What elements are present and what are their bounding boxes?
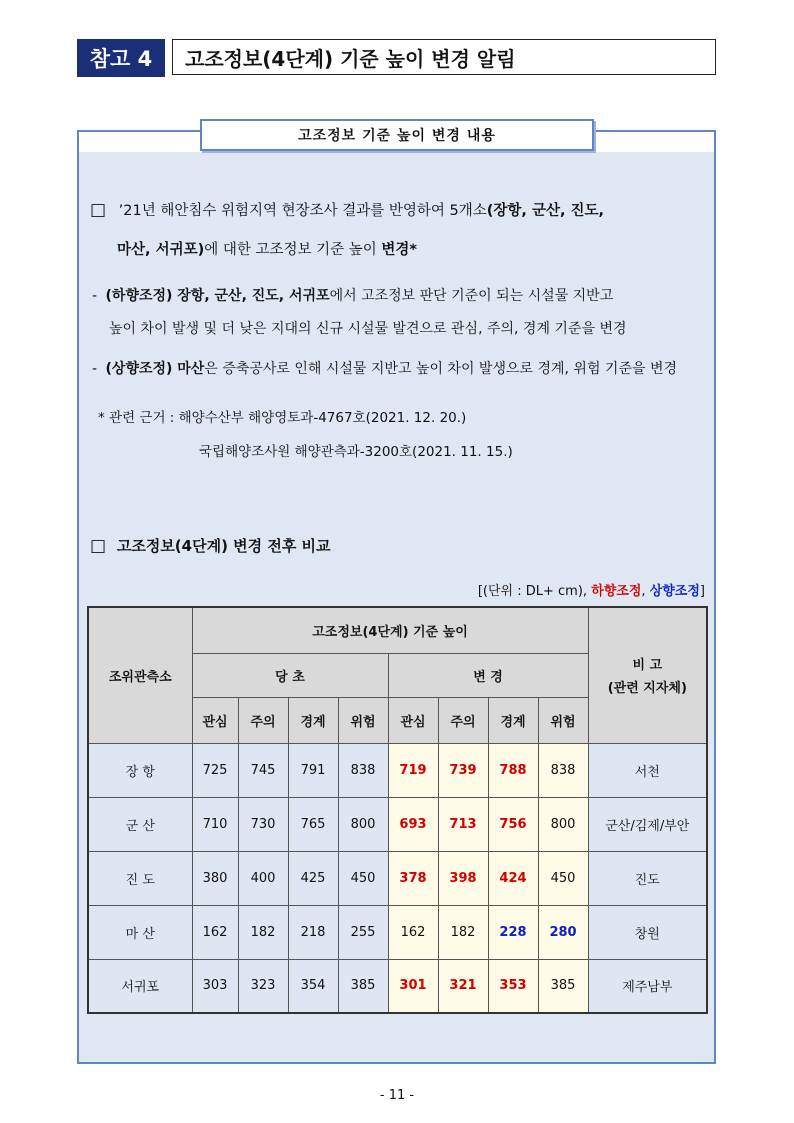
before-value: 800: [338, 797, 388, 851]
header-level: 경계: [488, 697, 538, 743]
panel-heading: 고조정보 기준 높이 변경 내용: [200, 119, 594, 151]
table-row: [88, 743, 707, 797]
paragraph-2-line-1: [92, 285, 613, 305]
note-cell: 제주남부: [588, 959, 707, 1013]
p2-bold: (하향조정) 장항, 군산, 진도, 서귀포: [105, 288, 330, 304]
table-header-row-1: [88, 607, 707, 653]
note-cell: 창원: [588, 905, 707, 959]
header-level: 위험: [538, 697, 588, 743]
after-value: 353: [488, 959, 538, 1013]
checkbox-mark: □: [90, 200, 107, 220]
table-row: [88, 959, 707, 1013]
paragraph-1-line-1: [90, 199, 604, 220]
section-2-title-text: 고조정보(4단계) 변경 전후 비교: [116, 537, 331, 555]
after-value: 162: [388, 905, 438, 959]
before-value: 182: [238, 905, 288, 959]
after-value: 321: [438, 959, 488, 1013]
before-value: 323: [238, 959, 288, 1013]
document-title: 고조정보(4단계) 기준 높이 변경 알림: [172, 39, 716, 75]
p2-line1-text: 에서 고조정보 판단 기준이 되는 시설물 지반고: [329, 288, 614, 304]
before-value: 725: [192, 743, 238, 797]
before-value: 400: [238, 851, 288, 905]
after-value: 693: [388, 797, 438, 851]
after-value: 450: [538, 851, 588, 905]
after-value: 838: [538, 743, 588, 797]
before-value: 162: [192, 905, 238, 959]
after-value: 280: [538, 905, 588, 959]
header-threshold-group: 고조정보(4단계) 기준 높이: [192, 607, 588, 653]
after-value: 228: [488, 905, 538, 959]
before-value: 450: [338, 851, 388, 905]
station-cell: 군 산: [88, 797, 192, 851]
footnote-line-1: * 관련 근거 : 해양수산부 해양영토과-4767호(2021. 12. 20.): [98, 410, 467, 426]
after-value: 756: [488, 797, 538, 851]
comparison-table: [87, 606, 708, 1014]
before-value: 745: [238, 743, 288, 797]
section-2-title: [90, 535, 331, 556]
table-row: [88, 905, 707, 959]
before-value: 765: [288, 797, 338, 851]
station-cell: 서귀포: [88, 959, 192, 1013]
table-row: [88, 797, 707, 851]
header-level: 주의: [238, 697, 288, 743]
station-cell: 마 산: [88, 905, 192, 959]
p3-text: 은 증축공사로 인해 시설물 지반고 높이 차이 발생으로 경계, 위험 기준을 변경: [204, 361, 677, 377]
before-value: 354: [288, 959, 338, 1013]
station-cell: 진 도: [88, 851, 192, 905]
note-cell: 군산/김제/부안: [588, 797, 707, 851]
unit-prefix: [(단위 : DL+ cm),: [477, 584, 592, 599]
paragraph-2-line-2: 높이 차이 발생 및 더 낮은 지대의 신규 시설물 발견으로 관심, 주의, 경계 기준을 변경: [109, 321, 627, 337]
header-level: 위험: [338, 697, 388, 743]
after-value: 182: [438, 905, 488, 959]
paragraph-1-line-2: [117, 238, 417, 259]
before-value: 380: [192, 851, 238, 905]
header-note-line-1: 비 고: [632, 658, 663, 674]
note-cell: 진도: [588, 851, 707, 905]
legend-up: 상향조정: [649, 584, 700, 599]
reference-tag: 참고 4: [77, 39, 165, 77]
table-row: [88, 851, 707, 905]
p2-dash: -: [92, 288, 98, 304]
header-note: [588, 607, 707, 743]
after-value: 424: [488, 851, 538, 905]
p1-line1-text: ’21년 해안침수 위험지역 현장조사 결과를 반영하여 5개소: [118, 203, 487, 219]
p3-bold: (상향조정) 마산: [105, 361, 205, 377]
before-value: 255: [338, 905, 388, 959]
header-level: 경계: [288, 697, 338, 743]
checkbox-mark: □: [90, 536, 107, 556]
before-value: 385: [338, 959, 388, 1013]
after-value: 713: [438, 797, 488, 851]
legend-down: 하향조정: [591, 584, 642, 599]
before-value: 730: [238, 797, 288, 851]
p1-line2-bold-2: 변경*: [381, 242, 417, 258]
header-level: 주의: [438, 697, 488, 743]
page-number: - 11 -: [379, 1088, 415, 1103]
before-value: 838: [338, 743, 388, 797]
after-value: 398: [438, 851, 488, 905]
header-after: 변 경: [388, 653, 588, 697]
before-value: 791: [288, 743, 338, 797]
station-cell: 장 항: [88, 743, 192, 797]
header-level: 관심: [388, 697, 438, 743]
after-value: 378: [388, 851, 438, 905]
unit-suffix: ]: [699, 584, 705, 599]
after-value: 719: [388, 743, 438, 797]
before-value: 425: [288, 851, 338, 905]
after-value: 739: [438, 743, 488, 797]
header-station: 조위관측소: [88, 607, 192, 743]
unit-legend: [478, 580, 705, 599]
footnote-line-2: 국립해양조사원 해양관측과-3200호(2021. 11. 15.): [199, 444, 513, 460]
p1-line2-text: 에 대한 고조정보 기준 높이: [204, 242, 382, 258]
after-value: 301: [388, 959, 438, 1013]
after-value: 800: [538, 797, 588, 851]
after-value: 788: [488, 743, 538, 797]
before-value: 710: [192, 797, 238, 851]
header-note-line-2: (관련 지자체): [607, 681, 687, 697]
after-value: 385: [538, 959, 588, 1013]
p3-dash: -: [92, 361, 98, 377]
note-cell: 서천: [588, 743, 707, 797]
p1-line1-bold: (장항, 군산, 진도,: [486, 203, 605, 219]
p1-line2-bold-1: 마산, 서귀포): [117, 242, 205, 258]
paragraph-3: [92, 358, 677, 378]
unit-sep: ,: [641, 584, 650, 599]
before-value: 218: [288, 905, 338, 959]
before-value: 303: [192, 959, 238, 1013]
header-before: 당 초: [192, 653, 388, 697]
header-level: 관심: [192, 697, 238, 743]
